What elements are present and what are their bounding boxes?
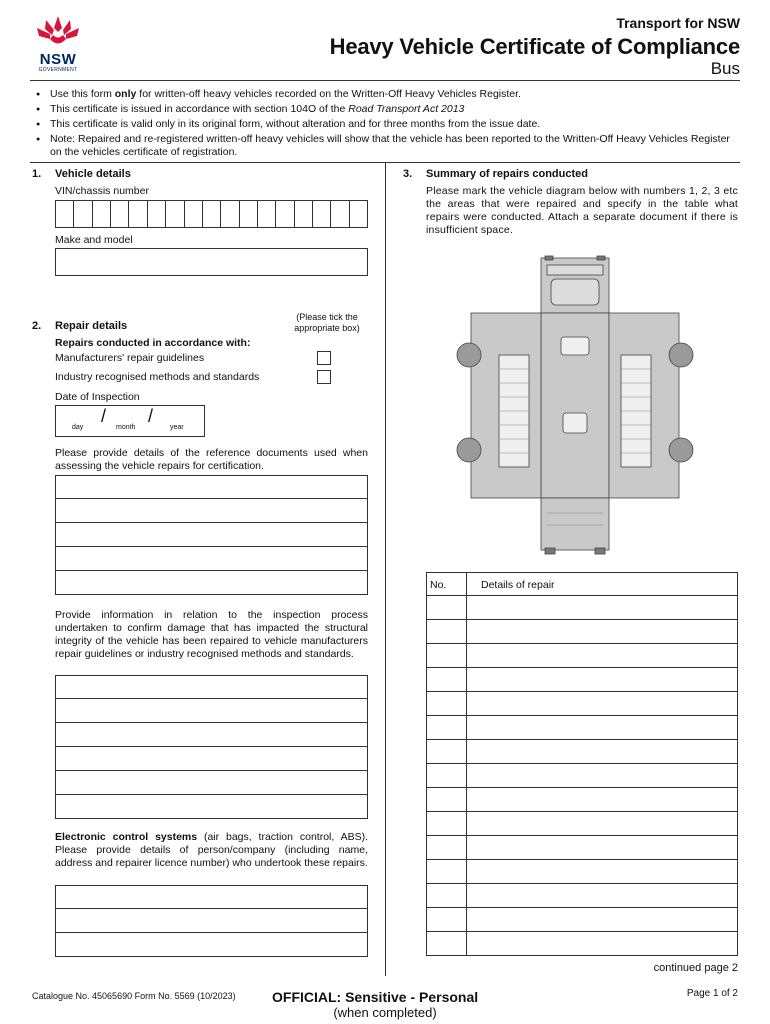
year-caption: year bbox=[170, 424, 184, 431]
table-row[interactable] bbox=[426, 908, 738, 932]
column-divider bbox=[385, 162, 386, 976]
answer-line[interactable] bbox=[55, 523, 368, 547]
repair-number-cell[interactable] bbox=[427, 692, 467, 715]
section-3-instructions: Please mark the vehicle diagram below with numbers 1, 2, 3 etc the areas that were repaired and specify in the table what repairs were conducted. Attach a separate document if there is insufficient space. bbox=[426, 185, 738, 236]
catalogue-number: Catalogue No. 45065690 Form No. 5569 (10/2023) bbox=[32, 991, 236, 1001]
vin-character-cell[interactable] bbox=[185, 200, 203, 228]
section-1-number: 1. bbox=[32, 168, 42, 180]
intro-bullet: ● This certificate is issued in accordance with section 104O of the Road Transport Act 2013 bbox=[32, 103, 732, 116]
repairs-table-body bbox=[426, 596, 738, 956]
repair-details-cell[interactable] bbox=[467, 692, 737, 715]
table-row[interactable] bbox=[426, 932, 738, 956]
repair-number-cell[interactable] bbox=[427, 812, 467, 835]
column-header-no: No. bbox=[427, 573, 467, 595]
option-manufacturer-checkbox[interactable] bbox=[317, 351, 331, 365]
table-row[interactable] bbox=[426, 884, 738, 908]
vin-character-cell[interactable] bbox=[258, 200, 276, 228]
page-subtitle: Bus bbox=[710, 59, 740, 78]
vin-character-cell[interactable] bbox=[240, 200, 258, 228]
repair-number-cell[interactable] bbox=[427, 836, 467, 859]
option-industry-label: Industry recognised methods and standards bbox=[55, 371, 260, 383]
logo-text: NSW bbox=[39, 51, 77, 68]
date-label: Date of Inspection bbox=[55, 391, 140, 403]
intro-list bbox=[32, 88, 732, 161]
table-row[interactable] bbox=[426, 860, 738, 884]
header-divider bbox=[30, 80, 740, 81]
bus-outline-icon bbox=[455, 255, 695, 560]
table-row[interactable] bbox=[426, 764, 738, 788]
vin-character-cell[interactable] bbox=[148, 200, 166, 228]
answer-line[interactable] bbox=[55, 475, 368, 499]
answer-line[interactable] bbox=[55, 699, 368, 723]
repair-details-cell[interactable] bbox=[467, 908, 737, 931]
page-title: Heavy Vehicle Certificate of Compliance bbox=[329, 34, 740, 59]
table-row[interactable] bbox=[426, 668, 738, 692]
answer-line[interactable] bbox=[55, 909, 368, 933]
repair-number-cell[interactable] bbox=[427, 716, 467, 739]
vin-character-cell[interactable] bbox=[221, 200, 239, 228]
date-input[interactable] bbox=[55, 405, 205, 437]
nsw-logo bbox=[30, 14, 86, 73]
vin-character-cell[interactable] bbox=[203, 200, 221, 228]
repair-details-cell[interactable] bbox=[467, 716, 737, 739]
vin-character-cell[interactable] bbox=[93, 200, 111, 228]
continued-note: continued page 2 bbox=[653, 962, 738, 974]
repair-number-cell[interactable] bbox=[427, 644, 467, 667]
page-number: Page 1 of 2 bbox=[686, 988, 738, 999]
month-caption: month bbox=[116, 424, 136, 431]
ecs-prompt: Electronic control systems (air bags, traction control, ABS). Please provide details of person/company (including name, address and repairer licence number) who undertook these repairs. bbox=[55, 831, 368, 869]
vin-character-cell[interactable] bbox=[111, 200, 129, 228]
repair-number-cell[interactable] bbox=[427, 884, 467, 907]
vin-character-cell[interactable] bbox=[74, 200, 92, 228]
intro-bullet: ● Note: Repaired and re-registered written-off heavy vehicles will show that the vehicle has been reported to the Written-Off Heavy Vehicles Register on the vehicles certificate of registration. bbox=[32, 133, 732, 159]
vin-character-cell[interactable] bbox=[313, 200, 331, 228]
option-manufacturer-label: Manufacturers' repair guidelines bbox=[55, 352, 205, 364]
repair-number-cell[interactable] bbox=[427, 860, 467, 883]
repair-details-cell[interactable] bbox=[467, 884, 737, 907]
repair-number-cell[interactable] bbox=[427, 620, 467, 643]
answer-line[interactable] bbox=[55, 771, 368, 795]
table-row[interactable] bbox=[426, 596, 738, 620]
repair-details-cell[interactable] bbox=[467, 932, 737, 955]
intro-bullet: ● This certificate is valid only in its original form, without alteration and for three months from the issue date. bbox=[32, 118, 732, 131]
answer-line[interactable] bbox=[55, 795, 368, 819]
section-2-number: 2. bbox=[32, 320, 42, 332]
vin-character-cell[interactable] bbox=[55, 200, 74, 228]
repair-details-cell[interactable] bbox=[467, 740, 737, 763]
repair-number-cell[interactable] bbox=[427, 668, 467, 691]
vin-character-cell[interactable] bbox=[276, 200, 294, 228]
repair-details-cell[interactable] bbox=[467, 764, 737, 787]
section-2-title: Repair details bbox=[55, 320, 128, 332]
table-row[interactable] bbox=[426, 788, 738, 812]
answer-line[interactable] bbox=[55, 675, 368, 699]
reference-docs-prompt: Please provide details of the reference documents used when assessing the vehicle repairs for certification. bbox=[55, 447, 368, 472]
repair-number-cell[interactable] bbox=[427, 908, 467, 931]
vin-character-cell[interactable] bbox=[331, 200, 349, 228]
agency-name: Transport for NSW bbox=[616, 15, 740, 31]
vin-input[interactable] bbox=[55, 200, 368, 228]
repair-details-cell[interactable] bbox=[467, 812, 737, 835]
make-model-input[interactable] bbox=[55, 248, 368, 276]
repairs-table bbox=[426, 572, 738, 956]
vin-character-cell[interactable] bbox=[295, 200, 313, 228]
column-header-details: Details of repair bbox=[481, 579, 555, 591]
date-slash: / bbox=[148, 406, 154, 426]
repair-details-cell[interactable] bbox=[467, 860, 737, 883]
answer-line[interactable] bbox=[55, 747, 368, 771]
repair-number-cell[interactable] bbox=[427, 596, 467, 619]
repair-number-cell[interactable] bbox=[427, 932, 467, 955]
logo-subtext: GOVERNMENT bbox=[38, 67, 78, 73]
answer-line[interactable] bbox=[55, 499, 368, 523]
section-3-title: Summary of repairs conducted bbox=[426, 168, 588, 180]
repair-number-cell[interactable] bbox=[427, 764, 467, 787]
table-row[interactable] bbox=[426, 620, 738, 644]
vin-character-cell[interactable] bbox=[166, 200, 184, 228]
vin-character-cell[interactable] bbox=[129, 200, 147, 228]
section-3-number: 3. bbox=[403, 168, 413, 180]
answer-line[interactable] bbox=[55, 571, 368, 595]
repair-details-cell[interactable] bbox=[467, 596, 737, 619]
repair-details-cell[interactable] bbox=[467, 644, 737, 667]
day-caption: day bbox=[72, 424, 84, 431]
answer-line[interactable] bbox=[55, 885, 368, 909]
repair-number-cell[interactable] bbox=[427, 740, 467, 763]
answer-line[interactable] bbox=[55, 723, 368, 747]
when-completed-label: (when completed) bbox=[333, 1005, 437, 1020]
vin-label: VIN/chassis number bbox=[55, 185, 149, 197]
intro-bullet: ● Use this form only for written-off heavy vehicles recorded on the Written-Off Heavy Vehicles Register. bbox=[32, 88, 732, 101]
repair-details-cell[interactable] bbox=[467, 668, 737, 691]
make-model-label: Make and model bbox=[55, 234, 133, 246]
table-row[interactable] bbox=[426, 812, 738, 836]
section-1-title: Vehicle details bbox=[55, 168, 131, 180]
repair-details-cell[interactable] bbox=[467, 836, 737, 859]
table-row[interactable] bbox=[426, 716, 738, 740]
table-row[interactable] bbox=[426, 740, 738, 764]
inspection-info-prompt: Provide information in relation to the inspection process undertaken to confirm damage that has impacted the structural integrity of the vehicle has been repaired to vehicle manufacturers repair guidelines or industry recognised methods and standards. bbox=[55, 609, 368, 660]
bus-diagram[interactable] bbox=[455, 255, 695, 560]
table-row[interactable] bbox=[426, 692, 738, 716]
classification-label: OFFICIAL: Sensitive - Personal bbox=[272, 989, 479, 1005]
tick-note: (Please tick the appropriate box) bbox=[294, 312, 360, 333]
repair-details-cell[interactable] bbox=[467, 620, 737, 643]
table-header bbox=[426, 572, 738, 596]
date-slash: / bbox=[101, 406, 107, 426]
repair-details-cell[interactable] bbox=[467, 788, 737, 811]
repair-number-cell[interactable] bbox=[427, 788, 467, 811]
repairs-conducted-label: Repairs conducted in accordance with: bbox=[55, 337, 251, 349]
ecs-field[interactable] bbox=[55, 885, 368, 957]
table-row[interactable] bbox=[426, 836, 738, 860]
inspection-info-field[interactable] bbox=[55, 675, 368, 819]
table-row[interactable] bbox=[426, 644, 738, 668]
waratah-icon bbox=[30, 14, 86, 48]
reference-docs-field[interactable] bbox=[55, 475, 368, 595]
vin-character-cell[interactable] bbox=[350, 200, 368, 228]
answer-line[interactable] bbox=[55, 547, 368, 571]
answer-line[interactable] bbox=[55, 933, 368, 957]
option-industry-checkbox[interactable] bbox=[317, 370, 331, 384]
